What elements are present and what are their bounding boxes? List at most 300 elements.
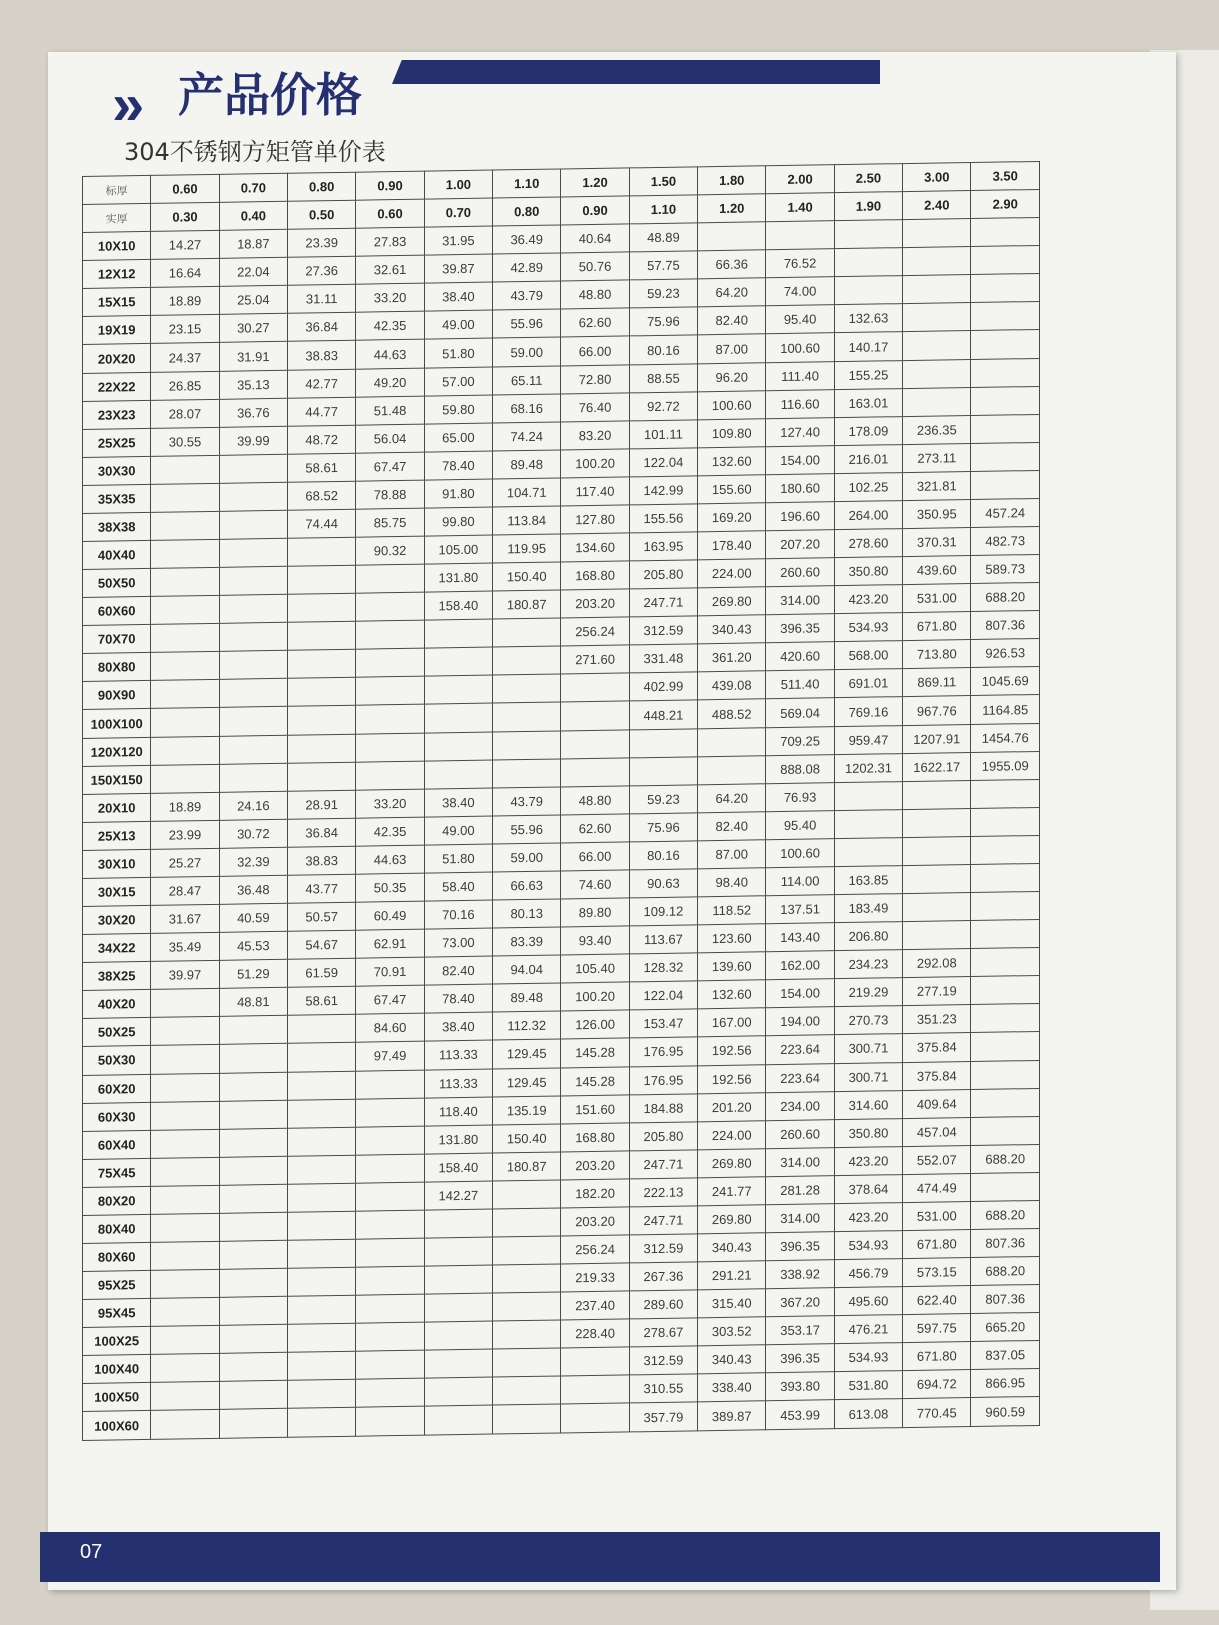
price-cell: 247.71 <box>629 588 697 617</box>
price-cell: 135.19 <box>493 1096 561 1125</box>
price-cell: 315.40 <box>698 1289 766 1318</box>
price-cell: 58.40 <box>424 872 492 901</box>
price-cell: 150.40 <box>493 1124 561 1153</box>
price-cell: 338.40 <box>698 1373 766 1402</box>
price-cell: 205.80 <box>629 1121 697 1150</box>
price-cell: 289.60 <box>629 1290 697 1319</box>
price-cell <box>834 248 902 277</box>
price-cell: 338.92 <box>766 1260 834 1289</box>
price-cell: 116.60 <box>766 389 834 418</box>
price-cell: 375.84 <box>903 1033 971 1062</box>
price-cell: 78.88 <box>356 480 424 509</box>
price-cell: 613.08 <box>834 1399 902 1429</box>
price-cell: 83.39 <box>493 927 561 956</box>
price-cell: 118.52 <box>698 896 766 925</box>
price-cell: 331.48 <box>629 644 697 673</box>
price-cell: 314.00 <box>766 586 834 615</box>
size-cell: 25X25 <box>83 428 151 457</box>
price-cell <box>356 1294 424 1323</box>
size-cell: 120X120 <box>83 737 151 766</box>
price-cell: 39.87 <box>424 254 492 283</box>
page-title: 产品价格 <box>178 68 362 122</box>
price-cell <box>971 1060 1040 1089</box>
price-cell: 169.20 <box>698 503 766 532</box>
price-cell: 145.28 <box>561 1066 629 1095</box>
price-cell: 155.60 <box>698 475 766 504</box>
price-cell: 770.45 <box>903 1398 971 1428</box>
price-cell <box>356 677 424 706</box>
price-cell <box>151 680 219 709</box>
nominal-thickness: 2.00 <box>766 165 834 194</box>
price-cell <box>356 733 424 762</box>
price-cell: 143.40 <box>766 923 834 952</box>
price-cell: 23.99 <box>151 820 219 849</box>
price-cell: 31.95 <box>424 226 492 255</box>
price-cell: 18.89 <box>151 287 219 316</box>
price-cell: 312.59 <box>629 616 697 645</box>
price-cell: 589.73 <box>971 555 1040 584</box>
size-cell: 60X40 <box>83 1130 151 1159</box>
price-cell <box>424 619 492 648</box>
price-cell <box>288 734 356 763</box>
price-cell: 163.85 <box>834 866 902 895</box>
price-cell: 182.20 <box>561 1179 629 1208</box>
price-cell <box>493 618 561 647</box>
price-cell: 264.00 <box>834 501 902 530</box>
size-cell: 95X45 <box>83 1299 151 1328</box>
price-cell <box>971 1116 1040 1145</box>
size-cell: 22X22 <box>83 372 151 401</box>
price-cell: 75.96 <box>629 813 697 842</box>
price-cell <box>971 1032 1040 1061</box>
price-cell <box>219 1016 287 1045</box>
price-cell: 1454.76 <box>971 723 1040 752</box>
price-cell: 1955.09 <box>971 751 1040 780</box>
price-cell <box>288 706 356 735</box>
price-cell: 131.80 <box>424 563 492 592</box>
price-cell: 36.48 <box>219 875 287 904</box>
price-cell: 65.00 <box>424 423 492 452</box>
price-cell: 321.81 <box>903 471 971 500</box>
price-cell: 38.83 <box>288 341 356 370</box>
size-cell: 12X12 <box>83 260 151 289</box>
price-cell <box>288 678 356 707</box>
size-cell: 23X23 <box>83 400 151 429</box>
price-cell: 154.00 <box>766 445 834 474</box>
price-cell: 448.21 <box>629 700 697 729</box>
price-cell: 27.83 <box>356 227 424 256</box>
price-cell: 74.60 <box>561 870 629 899</box>
price-cell <box>424 675 492 704</box>
price-cell <box>356 648 424 677</box>
price-cell: 237.40 <box>561 1291 629 1320</box>
price-cell: 36.84 <box>288 313 356 342</box>
price-cell: 340.43 <box>698 1345 766 1374</box>
price-cell: 291.21 <box>698 1261 766 1290</box>
price-cell <box>903 893 971 922</box>
price-cell <box>356 1407 424 1437</box>
price-cell <box>219 1324 287 1353</box>
price-cell: 573.15 <box>903 1258 971 1287</box>
price-cell: 1207.91 <box>903 724 971 753</box>
price-cell: 48.89 <box>629 223 697 252</box>
price-cell <box>219 482 287 511</box>
price-cell: 367.20 <box>766 1288 834 1317</box>
price-cell: 488.52 <box>698 699 766 728</box>
price-cell: 420.60 <box>766 642 834 671</box>
size-cell: 40X40 <box>83 540 151 569</box>
actual-thickness: 0.30 <box>151 202 219 231</box>
price-cell <box>629 756 697 785</box>
price-cell: 511.40 <box>766 670 834 699</box>
price-cell <box>356 1322 424 1351</box>
price-cell: 223.64 <box>766 1035 834 1064</box>
price-cell: 26.85 <box>151 371 219 400</box>
price-cell: 42.35 <box>356 312 424 341</box>
price-cell <box>151 1017 219 1046</box>
size-cell: 19X19 <box>83 316 151 345</box>
price-cell <box>219 1353 287 1382</box>
price-cell: 51.48 <box>356 396 424 425</box>
price-cell: 111.40 <box>766 361 834 390</box>
price-cell <box>151 1382 219 1411</box>
price-cell: 23.39 <box>288 228 356 257</box>
price-cell <box>219 1072 287 1101</box>
price-cell <box>971 442 1040 471</box>
price-cell: 114.00 <box>766 867 834 896</box>
price-cell <box>971 302 1040 331</box>
price-cell: 62.60 <box>561 814 629 843</box>
price-cell: 234.00 <box>766 1091 834 1120</box>
price-cell: 50.35 <box>356 873 424 902</box>
price-cell <box>219 1409 287 1439</box>
price-cell: 216.01 <box>834 444 902 473</box>
price-cell: 154.00 <box>766 979 834 1008</box>
price-cell: 303.52 <box>698 1317 766 1346</box>
price-cell <box>288 1295 356 1324</box>
price-cell <box>424 732 492 761</box>
price-cell: 207.20 <box>766 530 834 559</box>
price-cell <box>151 1213 219 1242</box>
price-cell: 39.97 <box>151 961 219 990</box>
price-cell: 888.08 <box>766 754 834 783</box>
size-cell: 10X10 <box>83 232 151 261</box>
size-cell: 30X10 <box>83 849 151 878</box>
price-cell: 38.40 <box>424 1012 492 1041</box>
price-cell <box>151 1157 219 1186</box>
price-cell <box>766 221 834 250</box>
price-cell: 59.80 <box>424 395 492 424</box>
size-cell: 50X50 <box>83 569 151 598</box>
price-cell: 531.00 <box>903 1201 971 1230</box>
size-cell: 20X10 <box>83 793 151 822</box>
price-cell: 119.95 <box>493 534 561 563</box>
price-cell: 150.40 <box>493 562 561 591</box>
price-cell: 694.72 <box>903 1370 971 1399</box>
price-cell <box>219 538 287 567</box>
price-cell <box>493 1320 561 1349</box>
price-cell: 84.60 <box>356 1013 424 1042</box>
price-cell: 1045.69 <box>971 667 1040 696</box>
price-cell <box>151 483 219 512</box>
price-cell: 145.28 <box>561 1038 629 1067</box>
price-cell: 155.56 <box>629 504 697 533</box>
price-cell <box>288 1323 356 1352</box>
price-cell: 88.55 <box>629 363 697 392</box>
price-cell: 70.91 <box>356 957 424 986</box>
price-cell: 64.20 <box>698 278 766 307</box>
price-cell: 95.40 <box>766 810 834 839</box>
price-cell: 104.71 <box>493 478 561 507</box>
size-cell: 30X30 <box>83 456 151 485</box>
price-cell <box>356 620 424 649</box>
price-cell <box>493 1376 561 1405</box>
price-cell: 54.67 <box>288 930 356 959</box>
price-cell <box>424 647 492 676</box>
price-cell <box>971 358 1040 387</box>
price-cell: 31.11 <box>288 285 356 314</box>
nominal-thickness: 1.10 <box>493 169 561 198</box>
price-cell: 203.20 <box>561 1151 629 1180</box>
price-cell: 158.40 <box>424 1153 492 1182</box>
actual-thickness: 2.40 <box>903 191 971 220</box>
price-cell <box>219 651 287 680</box>
price-cell: 56.04 <box>356 424 424 453</box>
price-cell: 74.00 <box>766 277 834 306</box>
price-cell: 48.80 <box>561 280 629 309</box>
price-cell: 62.60 <box>561 308 629 337</box>
price-cell <box>219 623 287 652</box>
price-cell <box>356 1098 424 1127</box>
price-cell: 163.95 <box>629 532 697 561</box>
price-cell <box>971 920 1040 949</box>
price-cell: 423.20 <box>834 1146 902 1175</box>
price-cell: 1202.31 <box>834 753 902 782</box>
price-cell: 457.24 <box>971 498 1040 527</box>
price-cell <box>288 565 356 594</box>
price-cell <box>903 387 971 416</box>
price-cell: 350.95 <box>903 499 971 528</box>
price-cell: 260.60 <box>766 1119 834 1148</box>
price-cell: 57.75 <box>629 251 697 280</box>
size-cell: 35X35 <box>83 484 151 513</box>
actual-thickness: 0.50 <box>288 200 356 229</box>
actual-thickness: 1.90 <box>834 192 902 221</box>
price-cell: 168.80 <box>561 561 629 590</box>
price-cell: 68.16 <box>493 394 561 423</box>
price-cell <box>151 624 219 653</box>
price-cell: 312.59 <box>629 1234 697 1263</box>
price-cell: 59.00 <box>493 337 561 366</box>
price-cell: 402.99 <box>629 672 697 701</box>
price-cell: 534.93 <box>834 613 902 642</box>
price-cell: 351.23 <box>903 1005 971 1034</box>
price-cell <box>151 1101 219 1130</box>
price-cell <box>151 1073 219 1102</box>
price-cell <box>561 673 629 702</box>
price-cell: 837.05 <box>971 1341 1040 1370</box>
price-cell: 409.64 <box>903 1089 971 1118</box>
size-cell: 34X22 <box>83 934 151 963</box>
price-cell: 314.00 <box>766 1147 834 1176</box>
price-cell <box>288 621 356 650</box>
size-cell: 70X70 <box>83 625 151 654</box>
price-cell: 269.80 <box>698 1148 766 1177</box>
price-cell: 278.67 <box>629 1318 697 1347</box>
price-table-container <box>82 161 1040 1441</box>
price-cell <box>493 759 561 788</box>
price-cell <box>219 1156 287 1185</box>
price-cell: 453.99 <box>766 1400 834 1430</box>
price-cell <box>151 1241 219 1270</box>
price-cell: 132.60 <box>698 447 766 476</box>
actual-thickness: 0.80 <box>493 197 561 226</box>
price-cell: 247.71 <box>629 1206 697 1235</box>
price-cell: 85.75 <box>356 508 424 537</box>
price-cell: 569.04 <box>766 698 834 727</box>
price-cell: 113.84 <box>493 506 561 535</box>
price-cell: 314.60 <box>834 1090 902 1119</box>
price-cell: 260.60 <box>766 558 834 587</box>
price-cell: 16.64 <box>151 259 219 288</box>
price-cell <box>219 566 287 595</box>
price-cell <box>971 1004 1040 1033</box>
price-cell: 113.67 <box>629 925 697 954</box>
nominal-thickness: 1.00 <box>424 170 492 199</box>
price-cell: 206.80 <box>834 922 902 951</box>
price-cell <box>561 758 629 787</box>
price-cell: 247.71 <box>629 1150 697 1179</box>
size-cell: 30X15 <box>83 877 151 906</box>
price-cell <box>971 835 1040 864</box>
price-cell <box>288 762 356 791</box>
price-cell: 389.87 <box>698 1401 766 1431</box>
nominal-thickness: 0.80 <box>288 172 356 201</box>
price-cell <box>151 511 219 540</box>
price-cell <box>971 863 1040 892</box>
price-cell: 65.11 <box>493 366 561 395</box>
price-cell <box>151 736 219 765</box>
price-cell: 180.87 <box>493 590 561 619</box>
price-cell: 270.73 <box>834 1006 902 1035</box>
price-cell <box>561 1403 629 1433</box>
price-cell <box>151 455 219 484</box>
price-cell: 129.45 <box>493 1039 561 1068</box>
price-cell <box>834 220 902 249</box>
price-cell <box>903 780 971 809</box>
price-cell: 807.36 <box>971 1228 1040 1257</box>
price-cell: 203.20 <box>561 1207 629 1236</box>
price-cell: 30.55 <box>151 427 219 456</box>
price-cell: 38.40 <box>424 282 492 311</box>
size-cell: 80X60 <box>83 1242 151 1271</box>
price-cell <box>698 727 766 756</box>
price-cell: 59.23 <box>629 279 697 308</box>
price-cell <box>151 596 219 625</box>
price-cell: 671.80 <box>903 1342 971 1371</box>
price-cell: 158.40 <box>424 591 492 620</box>
price-cell <box>971 414 1040 443</box>
price-cell: 50.57 <box>288 902 356 931</box>
price-cell: 378.64 <box>834 1174 902 1203</box>
price-cell <box>493 1348 561 1377</box>
price-cell: 89.80 <box>561 898 629 927</box>
price-cell <box>288 1380 356 1409</box>
price-cell <box>698 222 766 251</box>
price-cell: 219.33 <box>561 1263 629 1292</box>
price-cell: 42.89 <box>493 253 561 282</box>
size-cell: 15X15 <box>83 288 151 317</box>
price-cell <box>903 219 971 248</box>
price-cell: 531.00 <box>903 584 971 613</box>
price-cell <box>151 989 219 1018</box>
price-cell: 350.80 <box>834 557 902 586</box>
price-cell <box>903 808 971 837</box>
price-cell <box>629 728 697 757</box>
price-cell: 192.56 <box>698 1036 766 1065</box>
actual-thickness: 0.70 <box>424 198 492 227</box>
size-cell: 20X20 <box>83 344 151 373</box>
price-cell: 49.00 <box>424 310 492 339</box>
price-cell: 105.00 <box>424 535 492 564</box>
price-cell <box>288 1211 356 1240</box>
price-cell: 97.49 <box>356 1042 424 1071</box>
price-cell <box>903 921 971 950</box>
price-cell <box>561 1375 629 1404</box>
price-cell <box>151 1185 219 1214</box>
price-cell: 292.08 <box>903 949 971 978</box>
price-cell: 393.80 <box>766 1372 834 1401</box>
price-cell: 89.48 <box>493 983 561 1012</box>
price-cell: 44.63 <box>356 845 424 874</box>
price-cell: 24.37 <box>151 343 219 372</box>
price-cell: 396.35 <box>766 1344 834 1373</box>
price-cell: 353.17 <box>766 1316 834 1345</box>
price-cell: 163.01 <box>834 388 902 417</box>
price-cell: 87.00 <box>698 334 766 363</box>
price-cell: 94.04 <box>493 955 561 984</box>
price-cell: 42.35 <box>356 817 424 846</box>
price-cell: 168.80 <box>561 1123 629 1152</box>
price-cell: 222.13 <box>629 1178 697 1207</box>
price-cell <box>288 1155 356 1184</box>
price-cell: 50.76 <box>561 252 629 281</box>
price-cell: 1622.17 <box>903 752 971 781</box>
price-cell <box>219 1296 287 1325</box>
price-cell: 960.59 <box>971 1397 1040 1427</box>
price-cell <box>219 707 287 736</box>
price-cell: 28.47 <box>151 876 219 905</box>
price-cell <box>288 593 356 622</box>
price-cell: 67.47 <box>356 985 424 1014</box>
price-cell: 183.49 <box>834 894 902 923</box>
price-cell: 926.53 <box>971 639 1040 668</box>
price-cell <box>356 1210 424 1239</box>
price-cell: 61.59 <box>288 958 356 987</box>
price-cell: 30.27 <box>219 314 287 343</box>
price-cell: 48.72 <box>288 425 356 454</box>
price-cell: 223.64 <box>766 1063 834 1092</box>
nominal-thickness: 1.50 <box>629 167 697 196</box>
price-cell: 76.52 <box>766 249 834 278</box>
price-cell <box>903 359 971 388</box>
price-cell: 22.04 <box>219 258 287 287</box>
price-cell: 78.40 <box>424 451 492 480</box>
price-cell <box>219 763 287 792</box>
nominal-thickness: 1.80 <box>698 166 766 195</box>
price-cell: 66.36 <box>698 250 766 279</box>
size-cell: 80X20 <box>83 1186 151 1215</box>
